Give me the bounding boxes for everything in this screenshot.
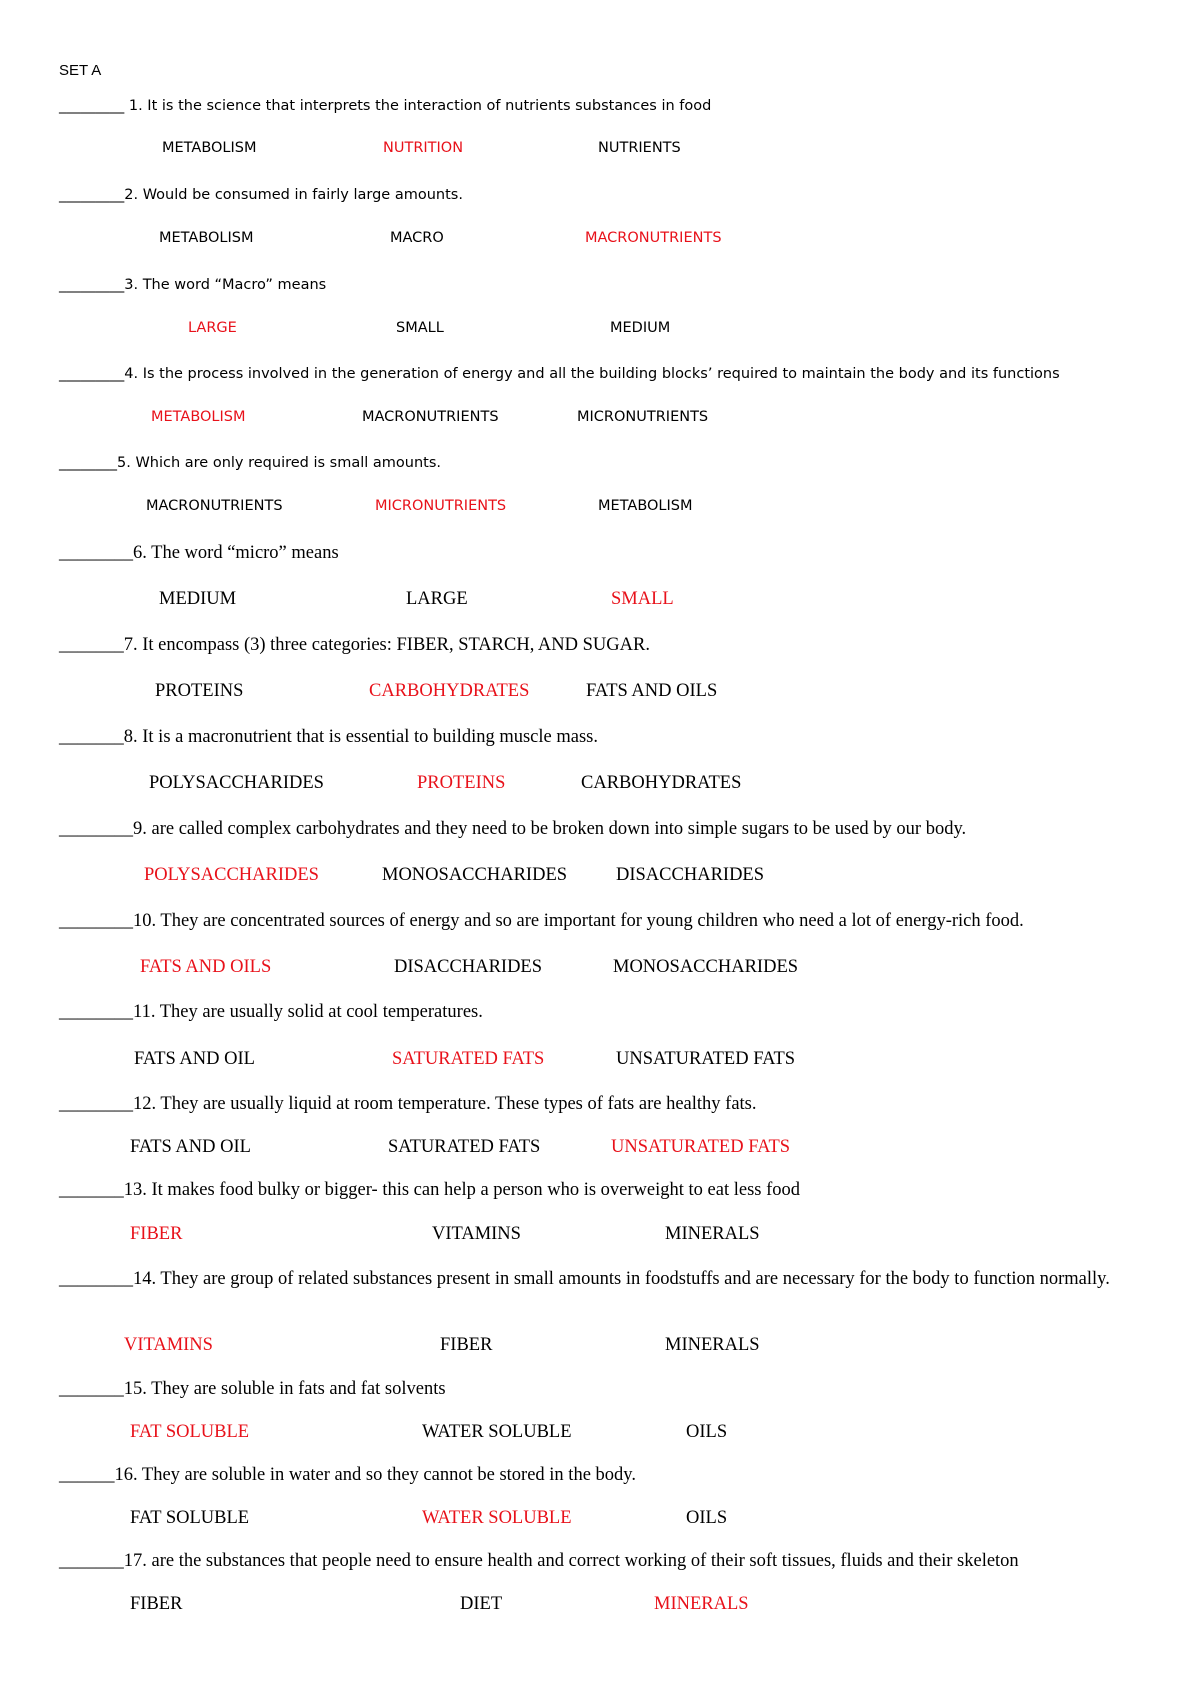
- question-3-option-1-answer: LARGE: [188, 320, 237, 336]
- question-17-option-2: DIET: [460, 1594, 503, 1614]
- question-17-option-3-answer: MINERALS: [654, 1594, 749, 1614]
- question-11-option-3: UNSATURATED FATS: [616, 1049, 796, 1069]
- question-11-option-2-answer: SATURATED FATS: [392, 1049, 545, 1069]
- question-3-option-2: SMALL: [396, 320, 444, 336]
- question-1-option-1: METABOLISM: [162, 140, 257, 156]
- question-12-text: ________12. They are usually liquid at room temperature. These types of fats are healthy fats.: [59, 1094, 757, 1114]
- question-4-option-2: MACRONUTRIENTS: [362, 409, 499, 425]
- question-14-text: ________14. They are group of related substances present in small amounts in foodstuffs and are necessary for the body to function normally.: [59, 1269, 1110, 1289]
- question-3-option-3: MEDIUM: [610, 320, 671, 336]
- question-7-option-1: PROTEINS: [155, 681, 244, 701]
- question-10-option-1-answer: FATS AND OILS: [140, 957, 272, 977]
- question-10-option-2: DISACCHARIDES: [394, 957, 543, 977]
- question-15-option-3: OILS: [686, 1422, 728, 1442]
- question-13-text: _______13. It makes food bulky or bigger- this can help a person who is overweight to eat less food: [59, 1180, 801, 1200]
- question-10-option-3: MONOSACCHARIDES: [613, 957, 799, 977]
- question-15-text: _______15. They are soluble in fats and fat solvents: [59, 1379, 446, 1399]
- question-13-option-2: VITAMINS: [432, 1224, 521, 1244]
- question-5-option-2-answer: MICRONUTRIENTS: [375, 498, 507, 514]
- question-4-option-3: MICRONUTRIENTS: [577, 409, 709, 425]
- question-2-option-2: MACRO: [390, 230, 444, 246]
- question-12-option-2: SATURATED FATS: [388, 1137, 541, 1157]
- question-1-option-2-answer: NUTRITION: [383, 140, 464, 156]
- question-8-option-1: POLYSACCHARIDES: [149, 773, 324, 793]
- question-15-option-2: WATER SOLUBLE: [422, 1422, 572, 1442]
- question-5-option-1: MACRONUTRIENTS: [146, 498, 283, 514]
- question-13-option-3: MINERALS: [665, 1224, 760, 1244]
- question-4-text: _________4. Is the process involved in the generation of energy and all the building blocks’ required to maintain the body and its functions: [59, 366, 1060, 382]
- question-17-text: _______17. are the substances that people need to ensure health and correct working of their soft tissues, fluids and their skeleton: [59, 1551, 1019, 1571]
- question-11-text: ________11. They are usually solid at cool temperatures.: [59, 1002, 483, 1022]
- question-2-text: _________2. Would be consumed in fairly large amounts.: [59, 187, 463, 203]
- question-16-text: ______16. They are soluble in water and so they cannot be stored in the body.: [59, 1465, 636, 1485]
- question-7-text: _______7. It encompass (3) three categories: FIBER, STARCH, AND SUGAR.: [59, 635, 650, 655]
- question-12-option-3-answer: UNSATURATED FATS: [611, 1137, 791, 1157]
- question-8-option-2-answer: PROTEINS: [417, 773, 506, 793]
- question-13-option-1-answer: FIBER: [130, 1224, 183, 1244]
- question-10-text: ________10. They are concentrated sources of energy and so are important for young children who need a lot of energy-rich food.: [59, 911, 1024, 931]
- question-9-option-2: MONOSACCHARIDES: [382, 865, 568, 885]
- question-9-option-3: DISACCHARIDES: [616, 865, 765, 885]
- question-6-option-3-answer: SMALL: [611, 589, 674, 609]
- question-2-option-1: METABOLISM: [159, 230, 254, 246]
- question-4-option-1-answer: METABOLISM: [151, 409, 246, 425]
- question-6-option-1: MEDIUM: [159, 589, 237, 609]
- question-8-option-3: CARBOHYDRATES: [581, 773, 742, 793]
- question-16-option-3: OILS: [686, 1508, 728, 1528]
- question-17-option-1: FIBER: [130, 1594, 183, 1614]
- set-title: SET A: [59, 62, 102, 79]
- question-7-option-2-answer: CARBOHYDRATES: [369, 681, 530, 701]
- question-14-option-2: FIBER: [440, 1335, 493, 1355]
- question-9-option-1-answer: POLYSACCHARIDES: [144, 865, 319, 885]
- question-3-text: _________3. The word “Macro” means: [59, 277, 327, 293]
- question-16-option-1: FAT SOLUBLE: [130, 1508, 250, 1528]
- question-11-option-1: FATS AND OIL: [134, 1049, 255, 1069]
- question-5-option-3: METABOLISM: [598, 498, 693, 514]
- question-9-text: ________9. are called complex carbohydrates and they need to be broken down into simple sugars to be used by our body.: [59, 819, 967, 839]
- question-6-text: ________6. The word “micro” means: [59, 543, 339, 563]
- question-1-text: _________ 1. It is the science that interprets the interaction of nutrients substances in food: [59, 98, 712, 114]
- question-16-option-2-answer: WATER SOLUBLE: [422, 1508, 572, 1528]
- question-12-option-1: FATS AND OIL: [130, 1137, 251, 1157]
- question-5-text: ________5. Which are only required is small amounts.: [59, 455, 442, 471]
- question-15-option-1-answer: FAT SOLUBLE: [130, 1422, 250, 1442]
- question-14-option-3: MINERALS: [665, 1335, 760, 1355]
- question-14-option-1-answer: VITAMINS: [124, 1335, 213, 1355]
- question-1-option-3: NUTRIENTS: [598, 140, 681, 156]
- question-6-option-2: LARGE: [406, 589, 468, 609]
- question-2-option-3-answer: MACRONUTRIENTS: [585, 230, 722, 246]
- question-8-text: _______8. It is a macronutrient that is essential to building muscle mass.: [59, 727, 598, 747]
- question-7-option-3: FATS AND OILS: [586, 681, 718, 701]
